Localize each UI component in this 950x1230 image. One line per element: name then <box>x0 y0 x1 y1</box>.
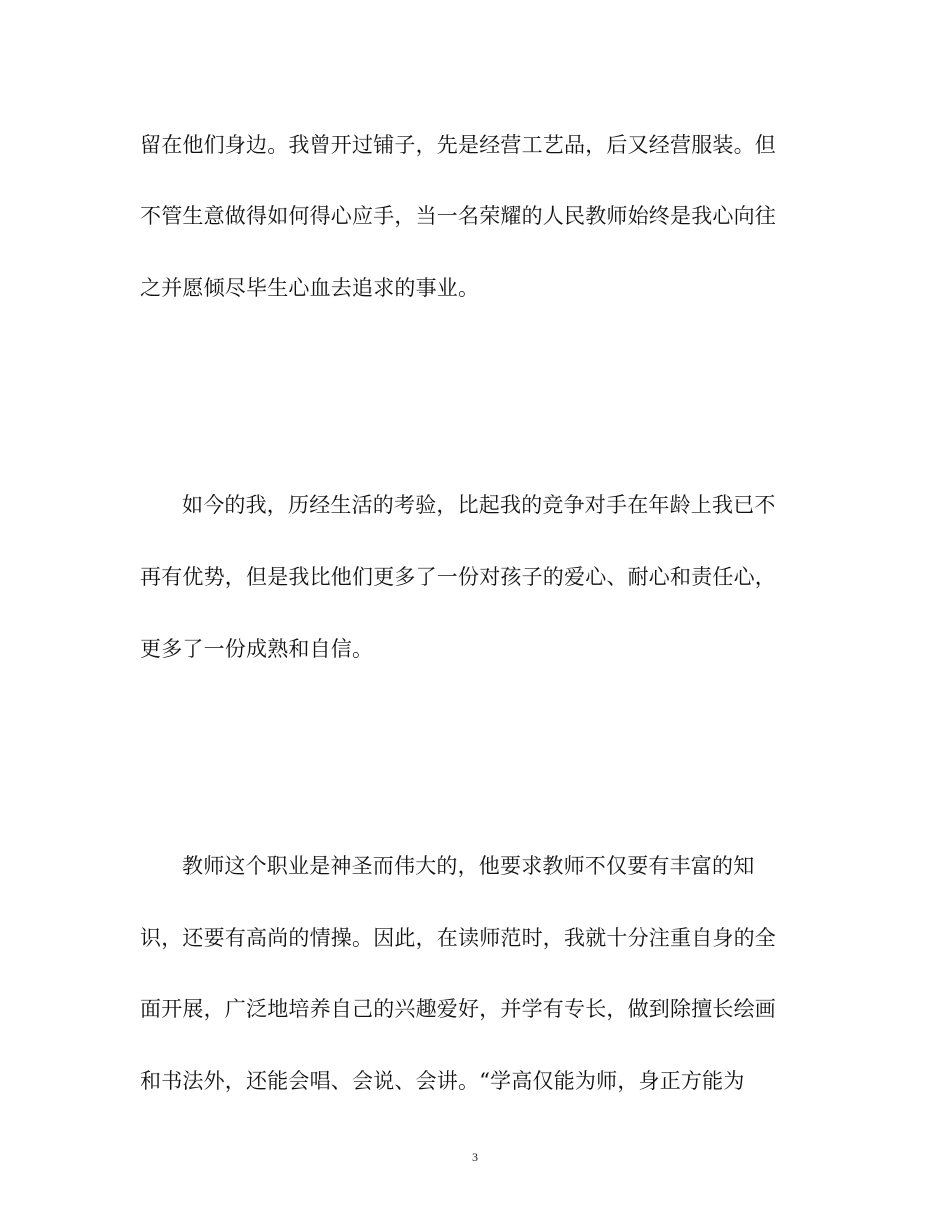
text-line: 留在他们身边。我曾开过铺子，先是经营工艺品，后又经营服装。但 <box>140 133 776 157</box>
page-number: 3 <box>472 1150 478 1164</box>
text-line: 教师这个职业是神圣而伟大的，他要求教师不仅要有丰富的知 <box>182 854 755 878</box>
text-line: 面开展，广泛地培养自己的兴趣爱好，并学有专长，做到除擅长绘画 <box>140 997 776 1021</box>
text-line: 和书法外，还能会唱、会说、会讲。“学高仅能为师，身正方能为 <box>140 1069 745 1093</box>
text-line: 之并愿倾尽毕生心血去追求的事业。 <box>140 276 480 300</box>
text-line: 如今的我，历经生活的考验，比起我的竞争对手在年龄上我已不 <box>182 493 776 517</box>
text-line: 再有优势，但是我比他们更多了一份对孩子的爱心、耐心和责任心， <box>140 565 776 589</box>
text-line: 更多了一份成熟和自信。 <box>140 637 374 661</box>
text-line: 不管生意做得如何得心应手，当一名荣耀的人民教师始终是我心向往 <box>140 204 776 228</box>
text-line: 识，还要有高尚的情操。因此，在读师范时，我就十分注重自身的全 <box>140 926 776 950</box>
